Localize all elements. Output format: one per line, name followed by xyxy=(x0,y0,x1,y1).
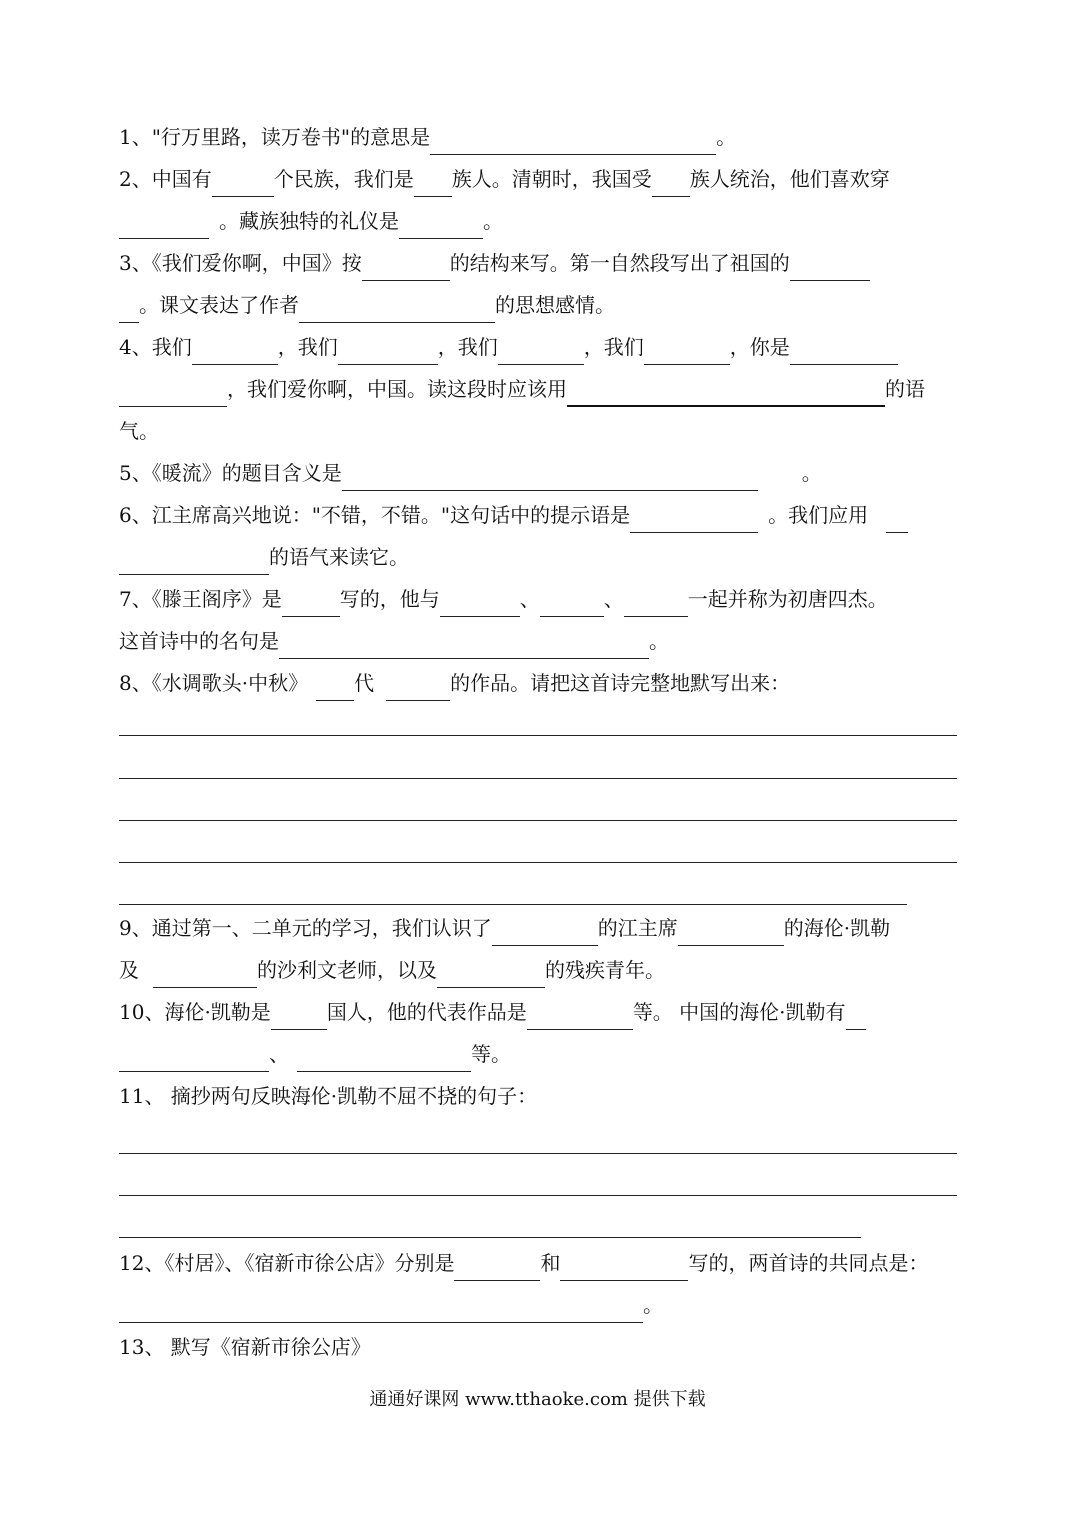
q7-text-f: 这首诗中的名句是 xyxy=(119,629,279,653)
q4-text-c: ，我们 xyxy=(437,335,498,359)
q10-blank-3[interactable] xyxy=(846,1005,866,1030)
q4-text-e: ，你是 xyxy=(729,335,790,359)
question-4-cont xyxy=(119,376,959,418)
q9-blank-2[interactable] xyxy=(678,921,784,946)
q4-text-d: ，我们 xyxy=(583,335,644,359)
question-9 xyxy=(119,915,959,957)
q10-blank-4[interactable] xyxy=(297,1047,471,1072)
q3-blank-2[interactable] xyxy=(790,256,870,281)
q3-blank-3[interactable] xyxy=(299,298,495,323)
q3-blank-2-cont[interactable] xyxy=(119,298,139,323)
q9-blank-3[interactable] xyxy=(153,963,257,988)
q2-text-c: 族人。清朝时，我国受 xyxy=(451,167,652,191)
q12-text-d: 。 xyxy=(643,1293,663,1317)
q8-writing-line-4[interactable] xyxy=(119,862,957,863)
q1-text: 1、"行万里路，读万卷书"的意思是 xyxy=(119,125,431,149)
q1-answer-blank[interactable] xyxy=(430,130,716,155)
q8-text-c: 的作品。请把这首诗完整地默写出来： xyxy=(450,671,791,695)
q10-text-c: 等。 中国的海伦·凯勒有 xyxy=(632,1000,846,1024)
q4-blank-6[interactable] xyxy=(567,381,885,407)
q3-text-c: 。课文表达了作者 xyxy=(139,293,299,317)
q11-writing-line-1[interactable] xyxy=(119,1153,957,1154)
q1-end: 。 xyxy=(716,125,737,149)
q10-blank-3-cont[interactable] xyxy=(119,1047,269,1072)
q2-text-a: 2、中国有 xyxy=(119,167,212,191)
q3-text-a: 3、《我们爱你啊，中国》按 xyxy=(119,251,362,275)
q3-blank-1[interactable] xyxy=(362,256,450,281)
q7-blank-3[interactable] xyxy=(540,592,604,617)
q4-blank-4[interactable] xyxy=(644,340,730,365)
q10-text-a: 10、海伦·凯勒是 xyxy=(119,1000,271,1024)
q9-text-e: 的沙利文老师，以及 xyxy=(257,958,437,982)
q12-blank-2[interactable] xyxy=(560,1256,688,1281)
q6-text-a: 6、江主席高兴地说："不错，不错。"这句话中的提示语是 xyxy=(119,503,631,527)
q10-text-d: 、 xyxy=(269,1042,289,1066)
q4-text-g: 的语 xyxy=(885,377,925,401)
q11-text: 11、 摘抄两句反映海伦·凯勒不屈不挠的句子： xyxy=(119,1084,538,1108)
q9-blank-1[interactable] xyxy=(492,921,598,946)
q7-blank-1[interactable] xyxy=(282,592,340,617)
q9-text-c: 的海伦·凯勒 xyxy=(783,916,891,940)
q2-text-f: 。 xyxy=(483,209,503,233)
question-10 xyxy=(119,999,959,1041)
question-12 xyxy=(119,1250,959,1292)
q7-blank-2[interactable] xyxy=(440,592,520,617)
q8-writing-line-3[interactable] xyxy=(119,820,957,821)
q2-blank-5[interactable] xyxy=(399,214,483,239)
q7-text-c: 、 xyxy=(519,587,540,611)
q8-writing-line-2[interactable] xyxy=(119,778,957,779)
q12-blank-1[interactable] xyxy=(454,1256,540,1281)
q4-blank-1[interactable] xyxy=(192,340,278,365)
q7-blank-4[interactable] xyxy=(624,592,688,617)
q8-text-a: 8、《水调歌头·中秋》 xyxy=(119,671,309,695)
q6-text-c: 的语气来读它。 xyxy=(269,545,409,569)
q10-text-e: 等。 xyxy=(471,1042,511,1066)
q6-text-b: 。我们应用 xyxy=(768,503,869,527)
question-3-cont xyxy=(119,292,959,334)
q7-text-b: 写的，他与 xyxy=(339,587,440,611)
q7-text-a: 7、《滕王阁序》是 xyxy=(119,587,282,611)
q8-blank-1[interactable] xyxy=(316,676,354,701)
q11-writing-line-2[interactable] xyxy=(119,1195,957,1196)
q4-text-a: 4、我们 xyxy=(119,335,192,359)
q10-text-b: 国人，他的代表作品是 xyxy=(326,1000,527,1024)
q9-text-b: 的江主席 xyxy=(597,916,678,940)
q5-end: 。 xyxy=(801,461,822,485)
question-6 xyxy=(119,502,959,544)
q12-blank-3[interactable] xyxy=(119,1298,643,1323)
q7-text-g: 。 xyxy=(649,629,669,653)
q13-text: 13、 默写《宿新市徐公店》 xyxy=(119,1335,371,1359)
q12-text-a: 12、《村居》、《宿新市徐公店》分别是 xyxy=(119,1251,455,1275)
q5-answer-blank[interactable] xyxy=(342,466,758,491)
q8-text-b: 代 xyxy=(354,671,375,695)
q2-blank-2[interactable] xyxy=(414,172,452,197)
q7-blank-5[interactable] xyxy=(279,634,649,659)
q12-text-b: 和 xyxy=(540,1251,561,1275)
q2-blank-1[interactable] xyxy=(212,172,274,197)
q6-blank-1[interactable] xyxy=(630,508,758,533)
q5-text: 5、《暖流》的题目含义是 xyxy=(119,461,342,485)
q8-blank-2[interactable] xyxy=(386,676,450,701)
q8-writing-line-1[interactable] xyxy=(119,735,957,736)
q4-text-h: 气。 xyxy=(119,419,159,443)
question-11 xyxy=(119,1083,959,1125)
q3-text-b: 的结构来写。第一自然段写出了祖国的 xyxy=(449,251,790,275)
q4-blank-5[interactable] xyxy=(790,340,898,365)
q11-writing-line-3[interactable] xyxy=(119,1237,861,1238)
q4-blank-5-cont[interactable] xyxy=(119,382,227,407)
q7-text-e: 一起并称为初唐四杰。 xyxy=(687,587,888,611)
q3-text-d: 的思想感情。 xyxy=(495,293,615,317)
question-13 xyxy=(119,1334,959,1376)
q2-text-e: 。藏族独特的礼仪是 xyxy=(219,209,399,233)
q10-blank-1[interactable] xyxy=(271,1005,327,1030)
q9-blank-4[interactable] xyxy=(437,963,545,988)
q9-text-f: 的残疾青年。 xyxy=(545,958,665,982)
q4-blank-2[interactable] xyxy=(338,340,438,365)
q2-blank-4[interactable] xyxy=(119,214,209,239)
q6-blank-2-cont[interactable] xyxy=(119,550,269,575)
page-footer: 通通好课网 www.tthaoke.com 提供下载 xyxy=(369,1389,706,1410)
q6-blank-2[interactable] xyxy=(886,508,908,533)
q4-text-f: ，我们爱你啊，中国。读这段时应该用 xyxy=(227,377,567,401)
q2-text-b: 个民族，我们是 xyxy=(273,167,414,191)
q2-blank-3[interactable] xyxy=(652,172,690,197)
question-8 xyxy=(119,670,959,712)
q4-text-b: ，我们 xyxy=(277,335,338,359)
q7-text-d: 、 xyxy=(603,587,624,611)
q12-text-c: 写的，两首诗的共同点是： xyxy=(688,1251,929,1275)
q9-text-a: 9、通过第一、二单元的学习，我们认识了 xyxy=(119,916,492,940)
q8-writing-line-5[interactable] xyxy=(119,904,907,905)
q4-blank-3[interactable] xyxy=(498,340,584,365)
q2-text-d: 族人统治，他们喜欢穿 xyxy=(689,167,890,191)
q10-blank-2[interactable] xyxy=(527,1005,633,1030)
q9-text-d: 及 xyxy=(119,958,139,982)
